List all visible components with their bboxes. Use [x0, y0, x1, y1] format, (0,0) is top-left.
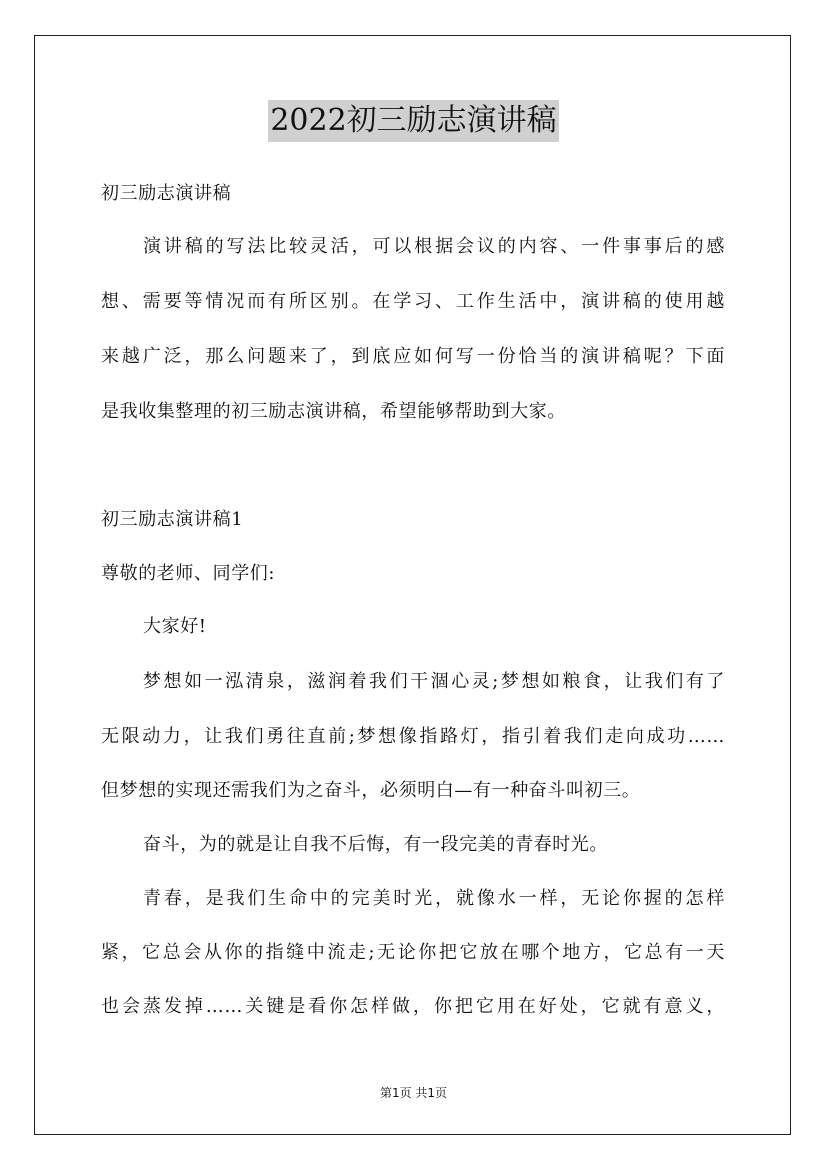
para2-line-1: 奋斗，为的就是让自我不后悔，有一段完美的青春时光。: [143, 834, 608, 855]
para3-line-1: 青春，是我们生命中的完美时光，就像水一样，无论你握的怎样: [143, 888, 725, 909]
document-subtitle: 初三励志演讲稿: [101, 183, 232, 204]
greeting: 大家好!: [143, 616, 207, 637]
para1-line-1: 梦想如一泓清泉，滋润着我们干涸心灵;梦想如粮食，让我们有了: [143, 671, 725, 692]
intro-line-2: 想、需要等情况而有所区别。在学习、工作生活中，演讲稿的使用越: [101, 291, 725, 312]
document-title: 2022初三励志演讲稿: [268, 100, 558, 142]
section-heading: 初三励志演讲稿1: [101, 509, 244, 530]
para1-line-3: 但梦想的实现还需我们为之奋斗，必须明白—有一种奋斗叫初三。: [101, 780, 641, 801]
intro-line-1: 演讲稿的写法比较灵活，可以根据会议的内容、一件事事后的感: [143, 236, 725, 257]
title-container: [0, 100, 827, 142]
salutation: 尊敬的老师、同学们:: [101, 563, 276, 584]
intro-line-4: 是我收集整理的初三励志演讲稿，希望能够帮助到大家。: [101, 401, 566, 422]
intro-line-3: 来越广泛，那么问题来了，到底应如何写一份恰当的演讲稿呢？下面: [101, 346, 725, 367]
page-number-footer: 第1页 共1页: [379, 1086, 448, 1100]
para3-line-2: 紧，它总会从你的指缝中流走;无论你把它放在哪个地方，它总有一天: [101, 942, 725, 963]
para1-line-2: 无限动力，让我们勇往直前;梦想像指路灯，指引着我们走向成功……: [101, 726, 725, 747]
para3-line-3: 也会蒸发掉……关键是看你怎样做，你把它用在好处，它就有意义，: [101, 996, 725, 1017]
